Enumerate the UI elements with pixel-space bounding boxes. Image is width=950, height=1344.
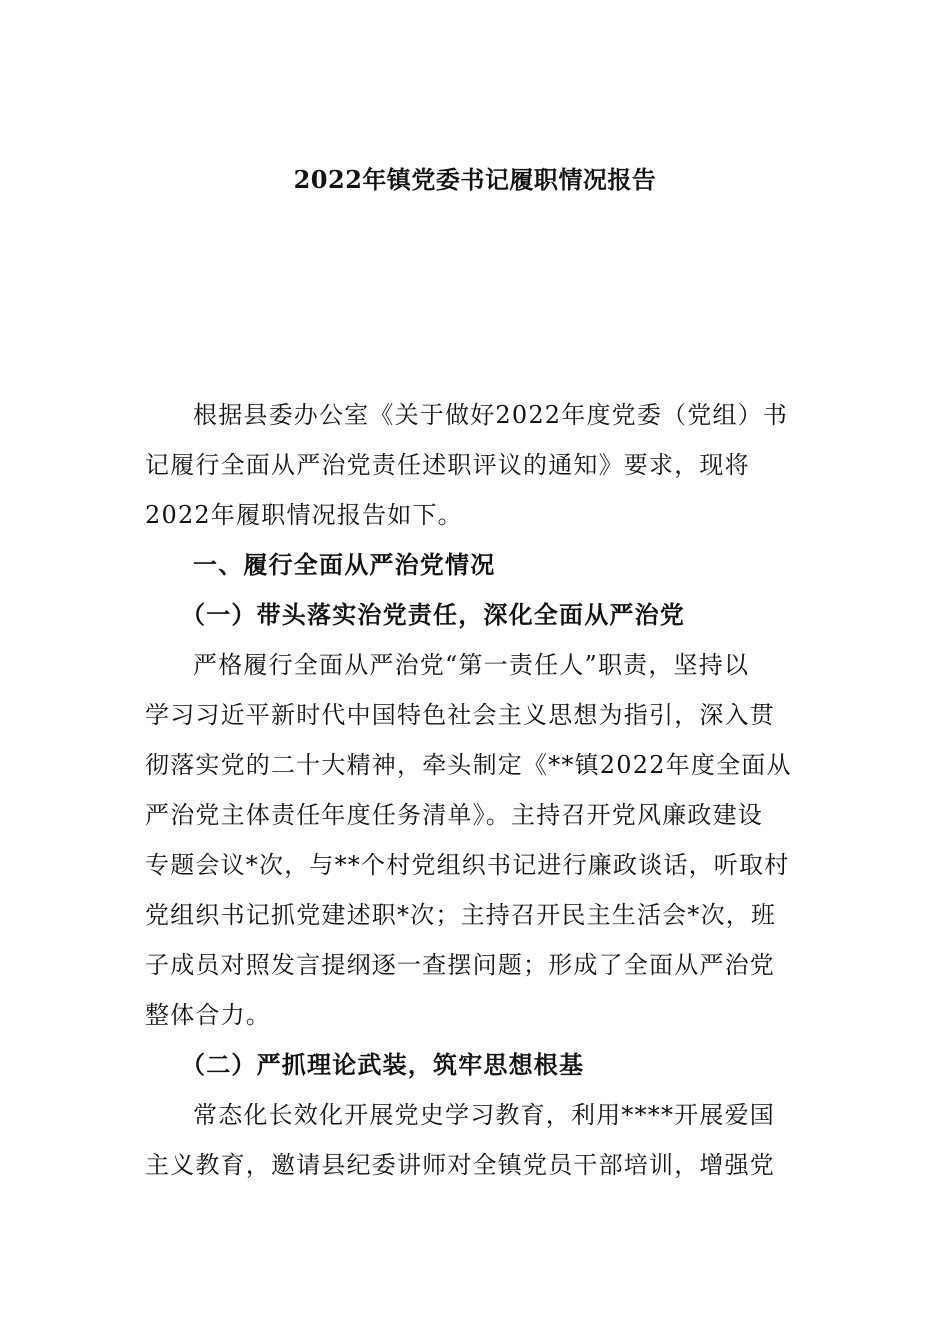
intro-paragraph — [145, 390, 810, 540]
subsection-heading-1 — [145, 590, 810, 640]
subsection-1-paragraph — [145, 640, 810, 1040]
paragraph-line: 严治党主体责任年度任务清单》。主持召开党风廉政建设 — [145, 801, 763, 829]
intro-line: 2022年履职情况报告如下。 — [145, 501, 463, 529]
paragraph-line: 党组织书记抓党建述职*次；主持召开民主生活会*次，班 — [145, 901, 777, 929]
paragraph-line: 严格履行全面从严治党“第一责任人”职责，坚持以 — [193, 651, 750, 679]
section-heading-text: 一、履行全面从严治党情况 — [193, 550, 496, 579]
subsection-heading-2 — [145, 1040, 810, 1090]
subsection-heading-text: （一）带头落实治党责任，深化全面从严治党 — [181, 600, 685, 629]
paragraph-line: 整体合力。 — [145, 1001, 271, 1029]
paragraph-line: 子成员对照发言提纲逐一查摆问题；形成了全面从严治党 — [145, 951, 775, 979]
paragraph-line: 专题会议*次，与**个村党组织书记进行廉政谈话，听取村 — [145, 851, 790, 879]
paragraph-line: 学习习近平新时代中国特色社会主义思想为指引，深入贯 — [145, 701, 775, 729]
paragraph-line: 彻落实党的二十大精神，牵头制定《**镇2022年度全面从 — [145, 751, 792, 779]
paragraph-line: 常态化长效化开展党史学习教育，利用****开展爱国 — [193, 1101, 775, 1129]
paragraph-line: 主义教育，邀请县纪委讲师对全镇党员干部培训，增强党 — [145, 1151, 775, 1179]
subsection-2-paragraph — [145, 1090, 810, 1190]
document-title: 2022年镇党委书记履职情况报告 — [293, 165, 657, 194]
subsection-heading-text: （二）严抓理论武装，筑牢思想根基 — [181, 1050, 585, 1079]
intro-line: 记履行全面从严治党责任述职评议的通知》要求，现将 — [145, 451, 750, 479]
intro-line: 根据县委办公室《关于做好2022年度党委（党组）书 — [193, 401, 789, 429]
section-heading-1 — [145, 540, 810, 590]
document-body — [145, 390, 810, 1190]
